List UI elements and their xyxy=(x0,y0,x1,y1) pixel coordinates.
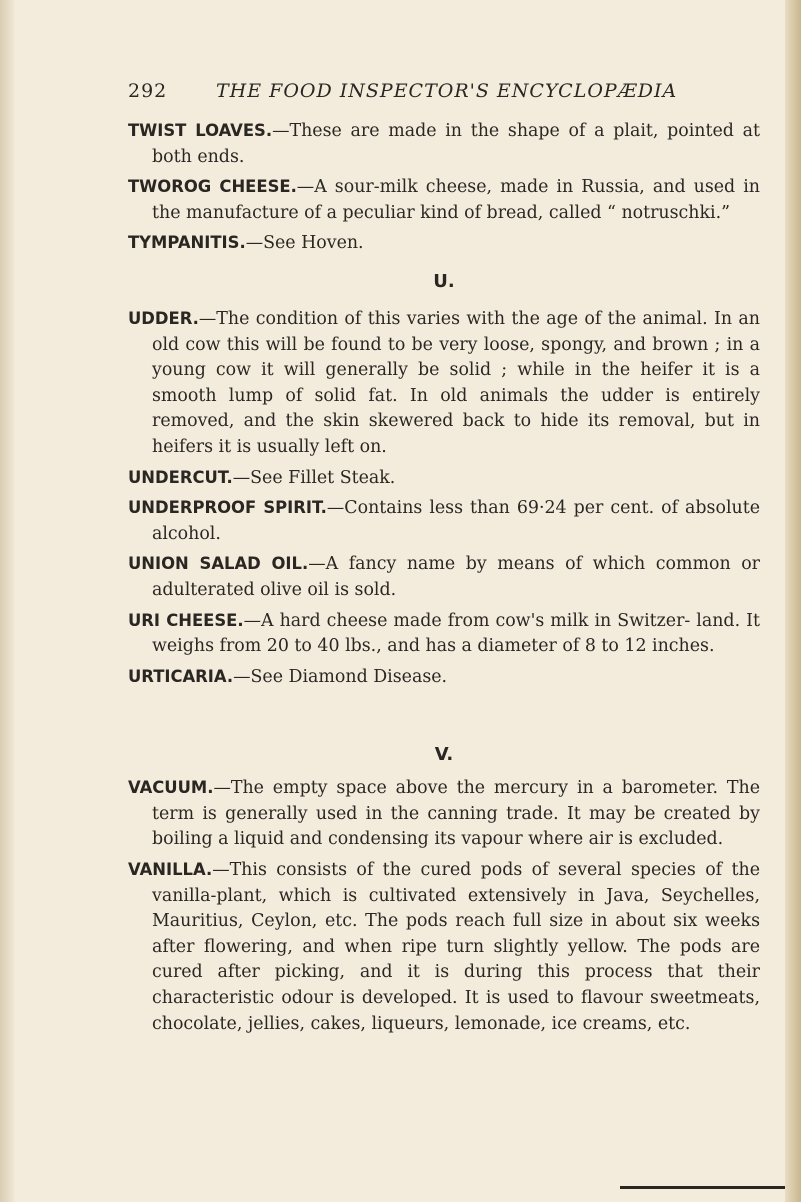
entry-undercut xyxy=(128,465,760,492)
page-bottom-rule xyxy=(620,1186,785,1189)
entry-term: UNDERCUT. xyxy=(128,467,233,487)
entry-text: —The condition of this varies with the age of the animal. In an old cow this will be found to be very loose, spongy, and brown ; in a young cow it will generally be solid ; while in the heifer it is a smooth lump of solid fat. In old animals the udder is entirely removed, and the skin skewered back to hide its removal, but in heifers it is usually left on. xyxy=(152,308,760,457)
entry-text: —A fancy name by means of which common or adulterated olive oil is sold. xyxy=(152,554,760,600)
entry-term: TYMPANITIS. xyxy=(128,233,246,253)
entry-tympanitis xyxy=(128,230,760,257)
page-edge-left xyxy=(0,0,14,1202)
entry-text: —The empty space above the mercury in a barometer. The term is generally used in the canning trade. It may be created by boiling a liquid and condensing its vapour where air is excluded. xyxy=(152,778,760,850)
entry-text: —A hard cheese made from cow's milk in Switzer- land. It weighs from 20 to 40 lbs., and has a diameter of 8 to 12 inches. xyxy=(152,610,760,657)
section-heading-v: V. xyxy=(434,744,454,766)
entry-text: —These are made in the shape of a plait, pointed at both ends. xyxy=(152,121,760,167)
entry-term: URTICARIA. xyxy=(128,666,234,686)
entry-text: —See Fillet Steak. xyxy=(232,467,396,488)
section-heading-u: U. xyxy=(433,270,455,292)
entry-term: UNDERPROOF SPIRIT. xyxy=(128,498,327,518)
entry-twist-loaves xyxy=(128,118,760,170)
entry-tworog-cheese xyxy=(128,174,760,226)
section-v xyxy=(128,744,760,1037)
page-header xyxy=(128,80,688,102)
entry-udder xyxy=(128,306,760,461)
page-edge-right xyxy=(785,0,801,1202)
entry-term: TWIST LOAVES. xyxy=(128,121,273,140)
entry-text: —See Diamond Disease. xyxy=(233,666,448,687)
running-title: THE FOOD INSPECTOR'S ENCYCLOPÆDIA xyxy=(216,80,678,102)
section-u xyxy=(128,271,760,690)
entry-text: —A sour-milk cheese, made in Russia, and used in the manufacture of a peculiar kind of bread, called “ notruschki.” xyxy=(152,177,760,223)
entry-text: —See Hoven. xyxy=(245,233,364,254)
entry-uri-cheese xyxy=(128,608,760,660)
entry-term: TWOROG CHEESE. xyxy=(128,177,297,197)
entry-term: UNION SALAD OIL. xyxy=(128,554,309,574)
entry-text: —Contains less than 69·24 per cent. of absolute alcohol. xyxy=(152,498,760,544)
entry-term: UDDER. xyxy=(128,308,199,328)
entry-term: VACUUM. xyxy=(128,778,214,798)
section-t xyxy=(128,118,760,257)
entry-text: —This consists of the cured pods of several species of the vanilla-plant, which is cultivated extensively in Java, Seychelles, Mauritius, Ceylon, etc. The pods reach full size in about six weeks after flowering, and when ripe turn slightly yellow. The pods are cured after picking, and it is during this process that their characteristic odour is developed. It is used to flavour sweetmeats, chocolate, jellies, cakes, liqueurs, lemonade, ice creams, etc. xyxy=(152,860,760,1034)
entry-urticaria xyxy=(128,664,760,691)
entry-vacuum xyxy=(128,775,760,853)
page-content xyxy=(128,118,760,1041)
entry-term: VANILLA. xyxy=(128,860,213,880)
entry-union-salad-oil xyxy=(128,551,760,603)
entry-underproof-spirit xyxy=(128,495,760,547)
page-number: 292 xyxy=(128,80,168,102)
entry-vanilla xyxy=(128,857,760,1037)
entry-term: URI CHEESE. xyxy=(128,610,244,630)
